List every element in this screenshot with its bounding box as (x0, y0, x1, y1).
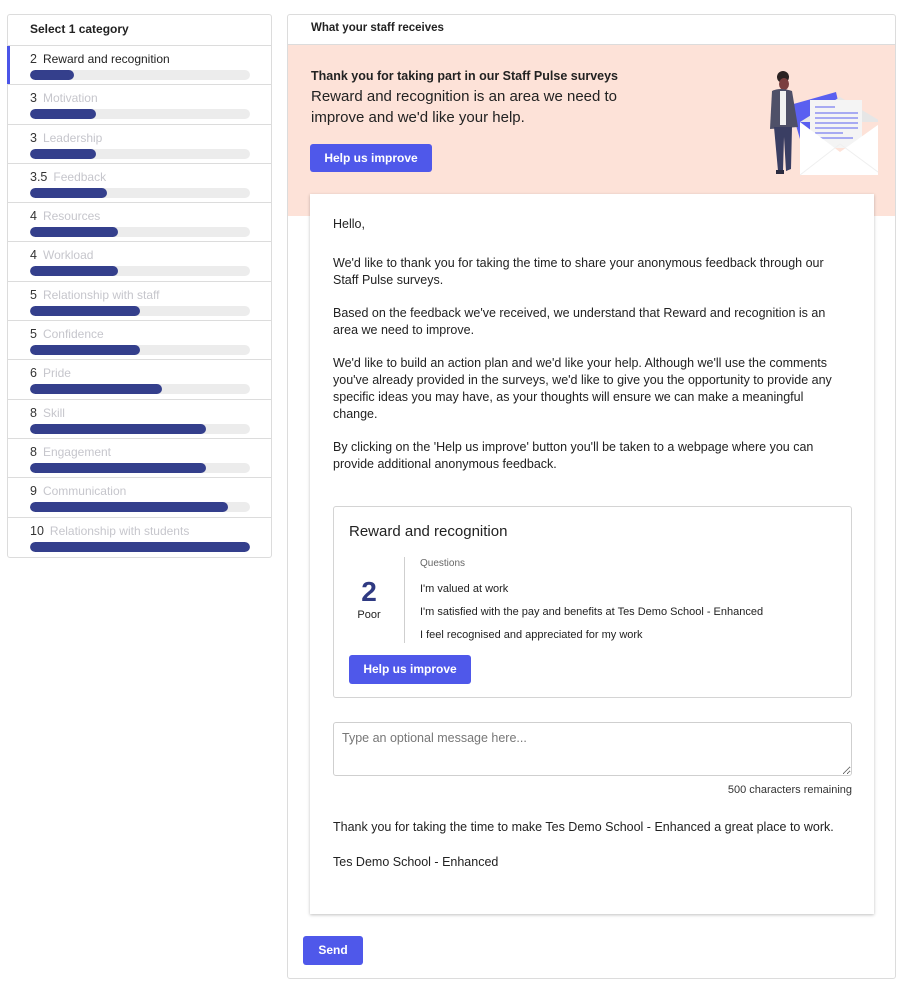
category-item[interactable] (8, 400, 271, 439)
category-score: 5 (30, 287, 37, 302)
category-item[interactable] (8, 242, 271, 281)
score-bar-fill (30, 109, 96, 119)
letter-greeting: Hello, (333, 217, 365, 231)
category-name: Pride (42, 366, 71, 381)
category-label-row (30, 445, 271, 460)
score-bar-fill (30, 424, 206, 434)
letter-paragraph: We'd like to thank you for taking the time to share your anonymous feedback through our Staff Pulse surveys. (333, 256, 824, 287)
category-label-row (30, 288, 271, 303)
score-value: 2 (361, 576, 377, 607)
hero-text (311, 69, 651, 128)
category-label-row (30, 248, 271, 263)
category-item[interactable] (8, 282, 271, 321)
score-block (349, 577, 389, 624)
category-score-card (333, 506, 852, 698)
category-score: 5 (30, 327, 37, 342)
category-name: Reward and recognition (42, 52, 170, 66)
email-preview (310, 194, 874, 914)
category-name: Engagement (42, 444, 112, 459)
score-bar-track (30, 463, 250, 473)
category-score: 9 (30, 484, 37, 499)
score-bar-track (30, 70, 250, 80)
category-score: 3 (30, 91, 37, 106)
category-label-row (30, 91, 271, 106)
category-panel (7, 14, 272, 558)
category-label-row (30, 406, 271, 421)
category-score: 4 (30, 209, 37, 224)
score-bar-track (30, 306, 250, 316)
question-item: I'm satisfied with the pay and benefits at Tes Demo School - Enhanced (420, 606, 764, 618)
letter-paragraph: Based on the feedback we've received, we understand that Reward and recognition is an area we need to improve. (333, 306, 826, 337)
score-bar-fill (30, 384, 162, 394)
question-item: I'm valued at work (420, 583, 509, 595)
category-name: Skill (42, 405, 65, 420)
category-item[interactable] (8, 125, 271, 164)
category-item[interactable] (8, 518, 271, 557)
score-bar-fill (30, 463, 206, 473)
category-score: 3.5 (30, 169, 48, 184)
score-bar-fill (30, 345, 140, 355)
letter-paragraph: By clicking on the 'Help us improve' button you'll be taken to a webpage where you can provide additional anonymous feedback. (333, 440, 814, 471)
category-label-row (30, 327, 271, 342)
category-item[interactable] (8, 360, 271, 399)
category-name: Confidence (42, 327, 104, 342)
optional-message-input[interactable] (333, 722, 852, 776)
card-help-us-improve-button[interactable]: Help us improve (349, 655, 471, 684)
category-name: Resources (42, 209, 101, 224)
category-panel-header: Select 1 category (8, 15, 271, 46)
score-bar-track (30, 149, 250, 159)
score-bar-track (30, 384, 250, 394)
category-item[interactable] (8, 85, 271, 124)
score-bar-track (30, 227, 250, 237)
category-score: 8 (30, 444, 37, 459)
category-label-row (30, 524, 271, 539)
score-bar-track (30, 109, 250, 119)
category-item[interactable] (8, 164, 271, 203)
category-name: Leadership (42, 130, 103, 145)
score-bar-fill (30, 502, 228, 512)
score-bar-track (30, 188, 250, 198)
category-label-row (30, 209, 271, 224)
category-name: Feedback (53, 169, 107, 184)
score-bar-fill (30, 266, 118, 276)
score-divider (404, 557, 405, 643)
score-bar-fill (30, 70, 74, 80)
category-list (8, 46, 271, 557)
signature: Tes Demo School - Enhanced (333, 855, 499, 869)
questions-list (420, 555, 763, 651)
score-card-title: Reward and recognition (349, 523, 508, 540)
category-label-row (30, 366, 271, 381)
hero-title: Thank you for taking part in our Staff Pulse surveys (311, 69, 619, 83)
score-bar-track (30, 502, 250, 512)
category-item[interactable] (8, 439, 271, 478)
category-score: 3 (30, 130, 37, 145)
score-bar-fill (30, 306, 140, 316)
category-item[interactable] (8, 321, 271, 360)
category-label-row (30, 484, 271, 499)
category-name: Motivation (42, 91, 98, 106)
score-bar-track (30, 345, 250, 355)
score-bar-track (30, 266, 250, 276)
score-bar-fill (30, 149, 96, 159)
category-item[interactable] (8, 478, 271, 517)
category-item[interactable] (8, 203, 271, 242)
score-bar-track (30, 542, 250, 552)
category-score: 2 (30, 52, 37, 66)
score-bar-track (30, 424, 250, 434)
score-bar-fill (30, 542, 250, 552)
score-bar-fill (30, 227, 118, 237)
category-score: 10 (30, 523, 44, 538)
letter-paragraph: We'd like to build an action plan and we'd like your help. Although we'll use the comments you've already provided in the surveys, we'd like to give you the opportunity to provide any specific ideas you may have, as your thoughts will ensure we can make a meaningful change. (333, 356, 832, 421)
category-name: Relationship with students (49, 523, 190, 538)
category-name: Communication (42, 484, 127, 499)
question-item: I feel recognised and appreciated for my work (420, 629, 643, 641)
hero-help-us-improve-button[interactable]: Help us improve (310, 144, 432, 172)
category-label-row (30, 52, 271, 67)
characters-remaining: 500 characters remaining (727, 784, 852, 796)
category-item[interactable] (8, 46, 271, 85)
questions-header: Questions (420, 558, 466, 569)
hero-subtitle: Reward and recognition is an area we need to improve and we'd like your help. (311, 88, 618, 126)
send-button[interactable]: Send (303, 936, 363, 965)
category-label-row (30, 170, 271, 185)
category-name: Relationship with staff (42, 287, 160, 302)
category-score: 4 (30, 248, 37, 263)
score-rating-label: Poor (357, 609, 381, 621)
category-label-row (30, 131, 271, 146)
hero-banner (288, 45, 895, 216)
preview-panel-header: What your staff receives (288, 15, 895, 45)
closing-text: Thank you for taking the time to make Tes Demo School - Enhanced a great place to work. (333, 820, 834, 834)
category-score: 8 (30, 405, 37, 420)
category-name: Workload (42, 248, 94, 263)
score-bar-fill (30, 188, 107, 198)
preview-panel (287, 14, 896, 979)
letter-closing (333, 819, 858, 889)
category-score: 6 (30, 366, 37, 381)
person-with-envelope-illustration (758, 67, 878, 182)
